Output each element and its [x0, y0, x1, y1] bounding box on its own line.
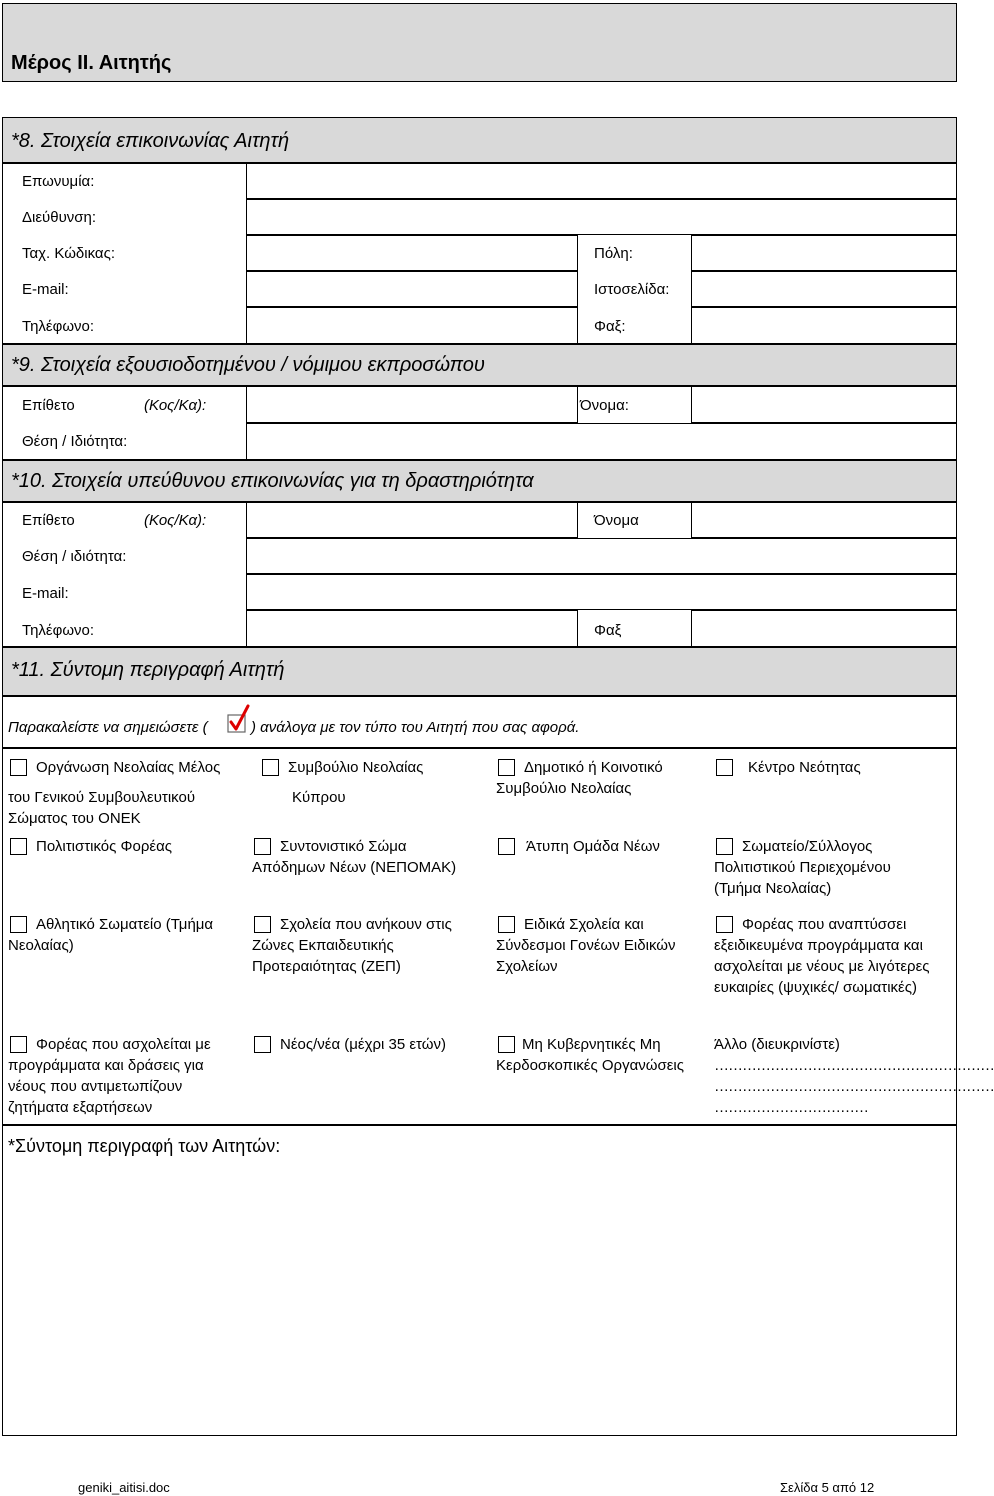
option-line2: του Γενικού Συμβουλευτικού Σώματος του ΟΝΕΚ	[8, 789, 196, 827]
option-line2: Κερδοσκοπικές Οργανώσεις	[496, 1057, 684, 1074]
footer-page-number: Σελίδα 5 από 12	[780, 1480, 875, 1495]
contact-title-hint: (Κος/Κα):	[144, 512, 207, 529]
option-municipal-council[interactable]	[496, 757, 706, 799]
section9-title: *9. Στοιχεία εξουσιοδοτημένου / νόμιμου εκπροσώπου	[11, 354, 485, 376]
option-line1: Κέντρο Νεότητας	[748, 759, 861, 776]
option-line1: Άτυπη Ομάδα Νέων	[526, 838, 660, 855]
option-line2: Σύνδεσμοι Γονέων Ειδικών Σχολείων	[496, 937, 676, 975]
contact-phone-label: Τηλέφωνο:	[22, 622, 95, 639]
contact-lastname-field[interactable]	[246, 502, 578, 538]
checkbox[interactable]	[716, 916, 733, 933]
email-label: E-mail:	[22, 281, 69, 298]
part-header	[2, 3, 957, 82]
checkbox[interactable]	[498, 838, 515, 855]
checkbox[interactable]	[716, 759, 733, 776]
option-line2: Πολιτιστικού Περιεχομένου (Τμήμα Νεολαίας)	[714, 859, 891, 897]
checkbox[interactable]	[498, 759, 515, 776]
website-field[interactable]	[691, 271, 957, 307]
option-line1: Φορέας που αναπτύσσει	[742, 916, 907, 933]
checkbox[interactable]	[254, 838, 271, 855]
fax-field[interactable]	[691, 307, 957, 344]
surname-label: Επωνυμία:	[22, 173, 95, 190]
contact-fax-label: Φαξ	[594, 622, 622, 639]
checkbox[interactable]	[498, 916, 515, 933]
option-addiction-programs[interactable]	[8, 1034, 243, 1118]
city-field[interactable]	[691, 235, 957, 271]
option-line1: Νέος/νέα (μέχρι 35 ετών)	[280, 1036, 446, 1053]
option-line1: Συμβούλιο Νεολαίας	[288, 759, 424, 776]
section10-title: *10. Στοιχεία υπεύθυνου επικοινωνίας για τη δραστηριότητα	[11, 470, 534, 492]
option-other[interactable]	[714, 1034, 994, 1118]
checkbox[interactable]	[254, 1036, 271, 1053]
footer-filename: geniki_aitisi.doc	[78, 1480, 170, 1495]
other-label: Άλλο (διευκρινίστε)	[714, 1036, 840, 1053]
rep-title-hint: (Κος/Κα):	[144, 397, 207, 414]
email-field[interactable]	[246, 271, 578, 307]
surname-field[interactable]	[246, 163, 957, 199]
option-line2: Απόδημων Νέων (ΝΕΠΟΜΑΚ)	[252, 859, 457, 876]
rep-firstname-field[interactable]	[691, 386, 957, 423]
phone-field[interactable]	[246, 307, 578, 344]
option-youth-org-member[interactable]	[8, 757, 243, 829]
contact-firstname-field[interactable]	[691, 502, 957, 538]
option-line2: Κύπρου	[292, 789, 346, 806]
part-title: Μέρος ΙΙ. Αιτητής	[11, 52, 172, 74]
other-dots-3[interactable]: ……………………………	[714, 1099, 868, 1116]
rep-firstname-label: Όνομα:	[580, 397, 629, 414]
option-line1: Πολιτιστικός Φορέας	[36, 838, 172, 855]
postcode-label: Ταχ. Κώδικας:	[22, 245, 115, 262]
option-sports-club[interactable]	[8, 914, 243, 956]
checkmark-icon	[226, 703, 252, 740]
checkbox[interactable]	[716, 838, 733, 855]
contact-position-label: Θέση / ιδιότητα:	[22, 548, 127, 565]
applicants-desc-label: *Σύντομη περιγραφή των Αιτητών:	[8, 1136, 281, 1156]
section9-header	[2, 344, 957, 386]
address-field[interactable]	[246, 199, 957, 235]
option-cultural-body[interactable]	[8, 836, 243, 857]
checkbox[interactable]	[10, 838, 27, 855]
city-label: Πόλη:	[594, 245, 633, 262]
section10-header	[2, 460, 957, 502]
checkbox[interactable]	[10, 916, 27, 933]
checkbox[interactable]	[498, 1036, 515, 1053]
option-line1: Σωματείο/Σύλλογος	[742, 838, 873, 855]
fax-label: Φαξ:	[594, 318, 626, 335]
section8-title: *8. Στοιχεία επικοινωνίας Αιτητή	[11, 130, 290, 152]
checkbox[interactable]	[254, 916, 271, 933]
option-line1: Φορέας που ασχολείται με	[36, 1036, 211, 1053]
option-line1: Σχολεία που ανήκουν στις	[280, 916, 452, 933]
other-dots-2[interactable]: ……………………………………………………	[714, 1078, 994, 1095]
option-line1: Συντονιστικό Σώμα	[280, 838, 407, 855]
applicants-desc-box[interactable]	[2, 1125, 957, 1436]
contact-phone-field[interactable]	[246, 610, 578, 647]
option-line2: Νεολαίας)	[8, 937, 74, 954]
option-line1: Δημοτικό ή Κοινοτικό	[524, 759, 663, 776]
phone-label: Τηλέφωνο:	[22, 318, 95, 335]
instruction-text-post: ) ανάλογα με τον τύπο του Αιτητή που σας αφορά.	[251, 719, 580, 736]
section11-title: *11. Σύντομη περιγραφή Αιτητή	[11, 659, 285, 681]
option-line2: εξειδικευμένα προγράμματα και ασχολείται με νέους με λιγότερες ευκαιρίες (ψυχικές/ σωματικές)	[714, 937, 930, 996]
option-youth-centre[interactable]	[714, 757, 954, 778]
contact-position-field[interactable]	[246, 538, 957, 574]
option-young-person[interactable]	[252, 1034, 482, 1055]
checkbox[interactable]	[10, 759, 27, 776]
other-dots-1[interactable]: ……………………………………………………	[714, 1057, 994, 1074]
contact-email-field[interactable]	[246, 574, 957, 610]
address-label: Διεύθυνση:	[22, 209, 97, 226]
checkbox[interactable]	[10, 1036, 27, 1053]
option-line1: Ειδικά Σχολεία και	[524, 916, 644, 933]
option-line1: Μη Κυβερνητικές Μη	[522, 1036, 661, 1053]
option-ngo[interactable]	[496, 1034, 706, 1076]
instruction-text-pre: Παρακαλείστε να σημειώσετε (	[8, 719, 208, 736]
option-line1: Οργάνωση Νεολαίας Μέλος	[36, 759, 221, 776]
contact-firstname-label: Όνομα	[594, 512, 639, 529]
option-cultural-association[interactable]	[714, 836, 954, 899]
option-line2: Συμβούλιο Νεολαίας	[496, 780, 632, 797]
checkbox[interactable]	[262, 759, 279, 776]
contact-email-label: E-mail:	[22, 585, 69, 602]
option-nepomak[interactable]	[252, 836, 482, 878]
option-informal-youth-group[interactable]	[496, 836, 706, 857]
rep-position-field[interactable]	[246, 423, 957, 460]
rep-position-label: Θέση / Ιδιότητα:	[22, 433, 128, 450]
option-line2: Ζώνες Εκπαιδευτικής Προτεραιότητας (ΖΕΠ)	[252, 937, 401, 975]
option-line2: προγράμματα και δράσεις για νέους που αντιμετωπίζουν ζητήματα εξαρτήσεων	[8, 1057, 204, 1116]
website-label: Ιστοσελίδα:	[594, 281, 670, 298]
rep-lastname-field[interactable]	[246, 386, 578, 423]
contact-lastname-label: Επίθετο	[22, 512, 75, 529]
contact-fax-field[interactable]	[691, 610, 957, 647]
section11-header	[2, 647, 957, 696]
rep-lastname-label: Επίθετο	[22, 397, 75, 414]
postcode-field[interactable]	[246, 235, 578, 271]
option-zep-schools[interactable]	[252, 914, 482, 977]
option-line1: Αθλητικό Σωματείο (Τμήμα	[36, 916, 214, 933]
option-youth-council-cyprus[interactable]	[260, 757, 480, 808]
section8-header	[2, 117, 957, 163]
option-special-schools[interactable]	[496, 914, 706, 977]
option-fewer-opportunities[interactable]	[714, 914, 954, 998]
